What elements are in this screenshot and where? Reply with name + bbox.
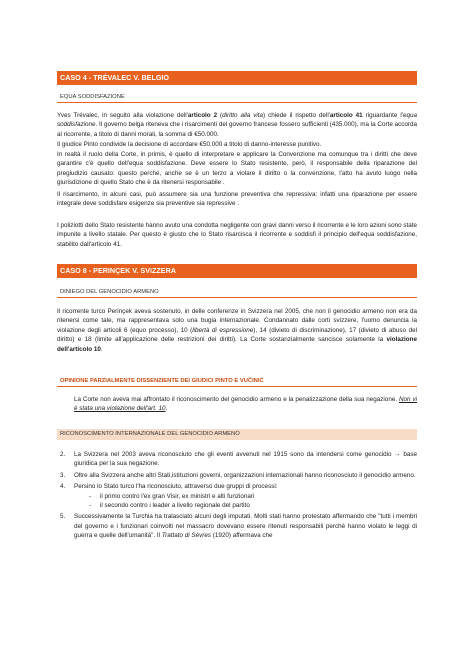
case8-paragraph-1: Il ricorrente turco Perinçek aveva sostenuto, in delle conferenze in Svizzera nel 2005, che non il genocidio armeno non era da ritenersi come tale, ma rappresentava solo una bugia internazionale. Condannato dalle corti svizzere, l'uomo denuncia la violazione degli articoli 6 (equo processo), 10 (libertà di espressione), 14 (divieto di discriminazione), 17 (divieto di abuso del diritto) e 18 (limite all'applicazione delle restrizioni dei diritti). La Corte sostanzialmente sancisce solamente la violazione dell'articolo 10. — [57, 308, 417, 353]
case4-paragraph-2: Il giudice Pinto condivide la decisione di accordare €50.000 a titolo di danno-interesse punitivo. — [57, 141, 322, 148]
list-item: 4. Persino lo Stato turco l'ha riconosciuto, attraverso due gruppi di processi: — [60, 483, 278, 491]
list-item: 3. Oltre alla Svizzera anche altri Stati,istituzioni governi, organizzazioni internazionali hanno riconosciuto il genocidio armeno. — [60, 471, 416, 479]
case4-paragraph-1: Yves Trévalec, in seguito alla violazione dell'articolo 2 (diritto alla vita) chiede il rispetto dell'articolo 41 riguardante l'equa soddisfazione. Il governo belga riteneva che i risarcimenti del governo francese fossero sufficienti (435.000), ma la Corte accorda al ricorrente, a titolo di danni morali, la somma di €50.000. — [57, 112, 417, 138]
case8-paragraph-2: La Corte non aveva mai affrontato il riconoscimento del genocidio armeno e la penalizzazione della sua negazione. Non vi è stata una violazione dell'art. 10. — [74, 396, 417, 413]
recognition-list — [57, 450, 417, 541]
case4-heading: CASO 4 - TRÉVALEC V. BELGIO — [57, 71, 417, 85]
list-item: 5. Successivamente la Turchia ha tralasciato alcuni degli imputati. Molti stati hanno protestato affermando che "tutti i membri del governo e i funzionari coinvolti nel massacro dovevano essere ritenuti responsabili perché hanno violato le leggi di guerra e quelle dell'umanità". Il Trattato di Sèvres (1920) affermava che — [60, 513, 417, 540]
dash-item: - il primo contro l'ex gran Visir, ex ministri e alti funzionari — [89, 492, 255, 500]
case4-subheading: EQUA SODDISFAZIONE — [57, 92, 417, 103]
case8-subheading-diniego: DINIEGO DEL GENOCIDIO ARMENO — [57, 287, 417, 298]
case4-paragraph-5: I poliziotti dello Stato resistente hanno avuto una condotta negligente con gravi danni verso il ricorrente e le loro azioni sono state impunite a livello statale. Per questo è giusto che lo Stato risarcisca il ricorrente e soddisfi il principio dell'equa soddisfazione, stabilito dall'articolo 41. — [57, 222, 417, 248]
case8-heading: CASO 8 - PERINÇEK V. SVIZZERA — [57, 264, 417, 278]
case8-subheading-opinione: OPINIONE PARZIALMENTE DISSENZIENTE DEI GIUDICI PINTO E VUČINIĆ — [57, 376, 417, 387]
case8-subheading-riconoscimento: RICONOSCIMENTO INTERNAZIONALE DEL GENOCIDIO ARMENO — [57, 429, 417, 440]
list-item: 2. La Svizzera nel 2003 aveva riconosciuto che gli eventi avvenuti nel 1915 sono da intendersi come genocidio → base giuridica per la sua negazione. — [60, 451, 417, 468]
case4-paragraph-4: Il risarcimento, in alcuni casi, può assumere sia una funzione preventiva che repressiva: infatti una riparazione per essere integrale deve soddisfare esigenze sia preventive sia repressive . — [57, 191, 417, 208]
dash-item: - il secondo contro i leader a livello regionale del partito — [89, 502, 250, 510]
case4-paragraph-3: In realtà il ruolo della Corte, in primis, è quello di interpretare e applicare la Convenzione ma comunque tra i diritti che deve garantire c'è quello dell'equa soddisfazione. Deve essere lo Stato resistente, però, il responsabile della riparazione del pregiudizio causato: questo perché, anche se è un terzo a violare il diritto o la convenzione, l'atto ha avuto luogo nella giurisdizione di quello Stato che è da ritenersi responsabile . — [57, 151, 417, 187]
